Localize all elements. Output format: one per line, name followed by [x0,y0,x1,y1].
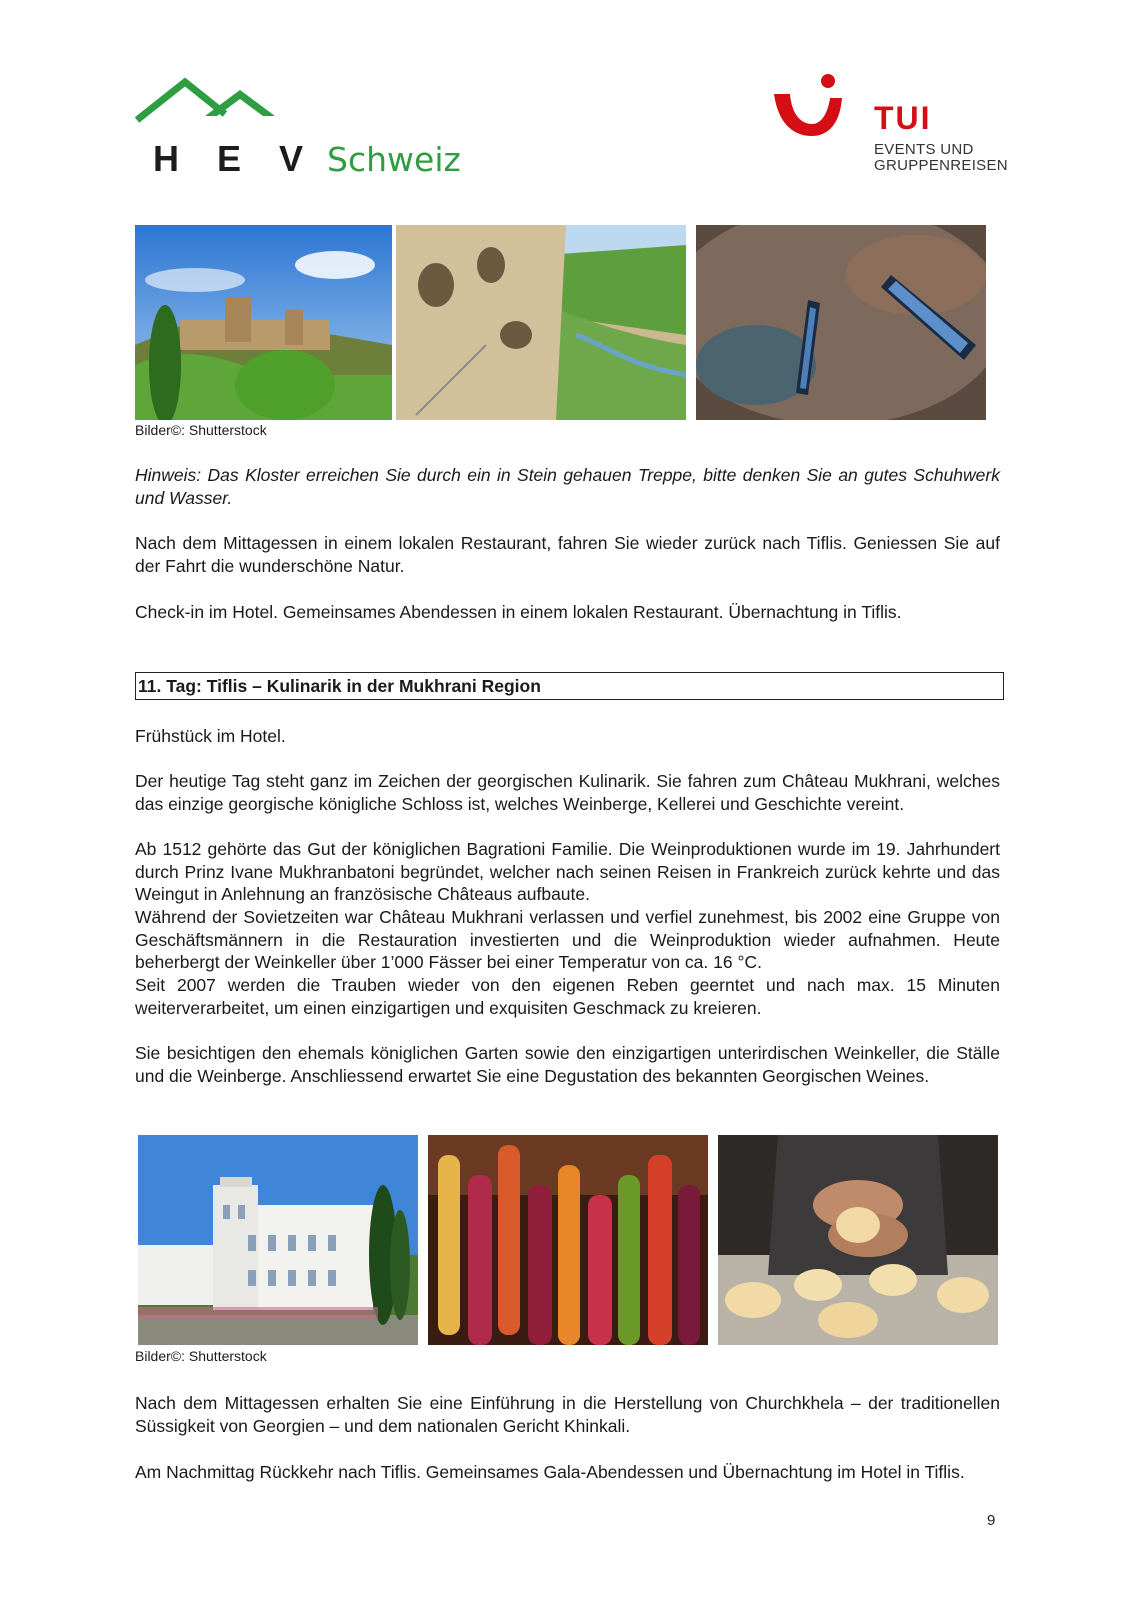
photo-credit-top: Bilder©: Shutterstock [135,422,267,438]
tui-subtitle [874,142,1008,174]
cave-fresco-photo [696,225,986,420]
fortress-hill-photo [135,225,392,420]
tui-wordmark: TUI [874,100,932,136]
history-paragraph-1: Ab 1512 gehörte das Gut der königlichen Bagrationi Familie. Die Weinproduktionen wurde im 19. Jahrhundert durch Prinz Ivane Mukhranbatoni begründet, welcher nach seinen Reisen in Frankreich zurück kehrte und das Weingut in Anlehnung an französische Châteaus aufbaute. [135,839,1000,904]
churchkhela-photo [428,1135,708,1345]
workshop-paragraph: Nach dem Mittagessen erhalten Sie eine Einführung in die Herstellung von Churchkhela – der traditionellen Süssigkeit von Georgien – und dem nationalen Gericht Khinkali. [135,1393,1000,1436]
chateau-mukhrani-photo [138,1135,418,1345]
tui-logo [770,72,1010,182]
khinkali-photo [718,1135,998,1345]
hev-schweiz-logo [135,68,461,179]
page-number: 9 [987,1512,996,1529]
hev-letters: H E V [153,138,318,179]
hev-schweiz-word: Schweiz [327,140,461,179]
evening-paragraph: Am Nachmittag Rückkehr nach Tiflis. Gemeinsames Gala-Abendessen und Übernachtung im Hotel in Tiflis. [135,1462,965,1482]
cave-monastery-photo [396,225,686,420]
hev-wordmark [153,138,461,179]
photo-credit-bottom: Bilder©: Shutterstock [135,1348,267,1364]
tui-subtitle-line1: EVENTS UND [874,141,974,158]
intro-paragraph: Der heutige Tag steht ganz im Zeichen der georgischen Kulinarik. Sie fahren zum Château Mukhrani, welches das einzige georgische königliche Schloss ist, welches Weinberge, Kellerei und Geschichte vereint. [135,771,1000,814]
history-paragraph-2: Während der Sovietzeiten war Château Mukhrani verlassen und verfiel zunehmest, bis 2002 eine Gruppe von Geschäftsmännern in die Restauration investierten und die Weinproduktion wieder aufnahmen. Heute beherbergt der Weinkeller über 1’000 Fässer bei einer Temperatur von ca. 16 °C. [135,907,1000,972]
tui-smile-icon [770,72,870,142]
checkin-paragraph: Check-in im Hotel. Gemeinsames Abendessen in einem lokalen Restaurant. Übernachtung in Tiflis. [135,602,902,622]
tui-subtitle-line2: GRUPPENREISEN [874,157,1008,174]
breakfast-paragraph: Frühstück im Hotel. [135,726,286,746]
house-roof-icon [135,68,285,128]
stairs-note: Hinweis: Das Kloster erreichen Sie durch ein in Stein gehauen Treppe, bitte denken Sie an gutes Schuhwerk und Wasser. [135,465,1000,508]
return-paragraph: Nach dem Mittagessen in einem lokalen Restaurant, fahren Sie wieder zurück nach Tiflis. Geniessen Sie auf der Fahrt die wunderschöne Natur. [135,533,1000,576]
day-11-heading: 11. Tag: Tiflis – Kulinarik in der Mukhrani Region [135,672,1004,700]
visit-paragraph: Sie besichtigen den ehemals königlichen Garten sowie den einzigartigen unterirdischen Weinkeller, die Ställe und die Weinberge. Anschliessend erwartet Sie eine Degustation des bekannten Georgischen Weines. [135,1043,1000,1086]
history-paragraph-3: Seit 2007 werden die Trauben wieder von den eigenen Reben geerntet und nach max. 15 Minuten weiterverarbeitet, um einen einzigartigen und exquisiten Geschmack zu kreieren. [135,975,1000,1018]
